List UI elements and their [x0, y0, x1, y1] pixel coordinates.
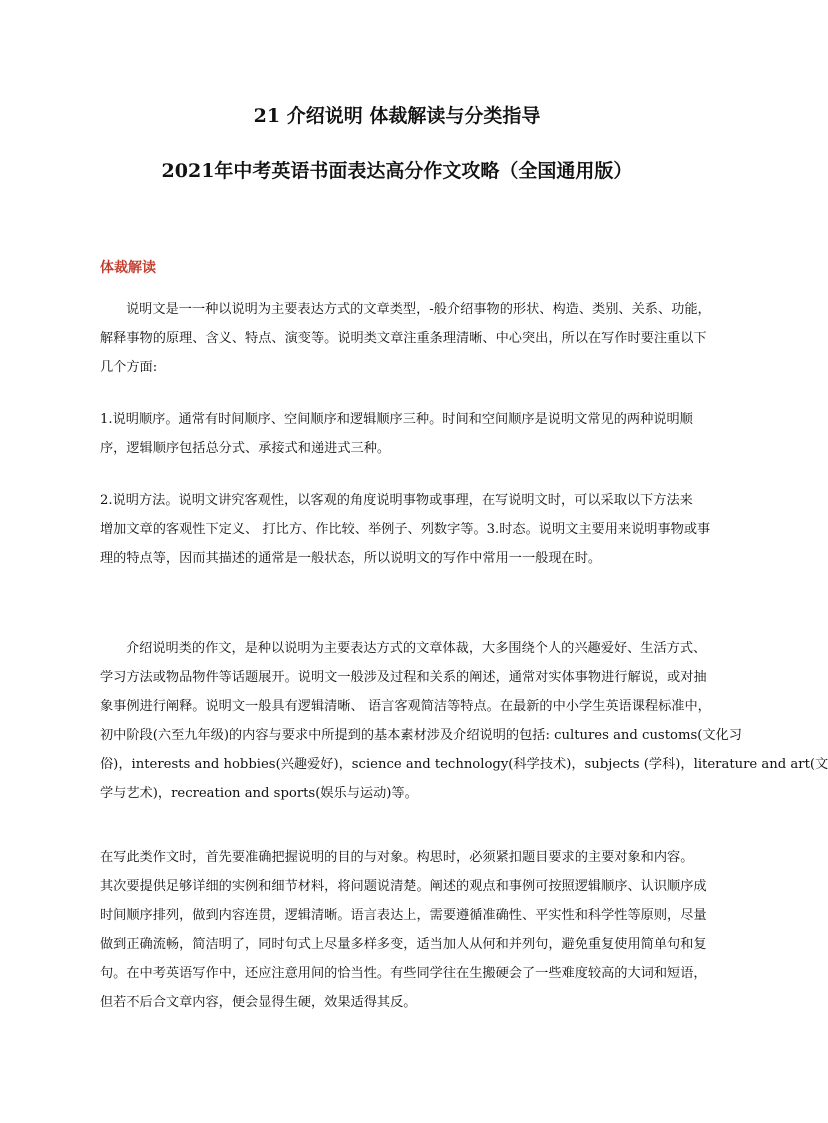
text-line: 俗)，interests and hobbies(兴趣爱好)，science and technology(科学技术)，subjects (学科)，literature and art(文	[100, 757, 828, 772]
document-title: 21 介绍说明 体裁解读与分类指导	[253, 105, 541, 127]
text-line: 做到正确流畅，简洁明了，同时句式上尽量多样多变，适当加人从何和并列句，避免重复使用简单句和复	[100, 937, 707, 952]
text-line: 初中阶段(六至九年级)的内容与要求中所提到的基本素材涉及介绍说明的包括: cultures and customs(文化习	[100, 728, 742, 743]
paragraph-order	[100, 405, 745, 463]
text-line: 增加文章的客观性下定义、 打比方、作比较、举例子、列数字等。3.时态。说明文主要用来说明事物或事	[100, 522, 711, 537]
text-line: 其次要提供足够详细的实例和细节材料，将问题说清楚。阐述的观点和事例可按照逻辑顺序、认识顺序成	[100, 879, 707, 894]
text-line: 在写此类作文时，首先要准确把握说明的目的与对象。构思时，必须紧扣题目要求的主要对象和内容。	[100, 850, 694, 865]
paragraph-methods	[100, 486, 745, 573]
text-line: 象事例进行阐释。说明文一般具有逻辑清晰、 语言客观简洁等特点。在最新的中小学生英语课程标准中，	[100, 699, 711, 714]
text-line: 学与艺术)，recreation and sports(娱乐与运动)等。	[100, 786, 418, 801]
text-line: 几个方面:	[100, 360, 158, 375]
text-line: 1.说明顺序。通常有时间顺序、空间顺序和逻辑顺序三种。时间和空间顺序是说明文常见的两种说明顺	[100, 412, 693, 427]
text-line: 介绍说明类的作文，是种以说明为主要表达方式的文章体裁，大多围绕个人的兴趣爱好、生活方式、	[126, 641, 707, 656]
text-line: 时间顺序排列，做到内容连贯，逻辑清晰。语言表达上，需要遵循准确性、平实性和科学性等原则，尽量	[100, 908, 707, 923]
text-line: 学习方法或物品物件等话题展开。说明文一般涉及过程和关系的阐述，通常对实体事物进行解说，或对抽	[100, 670, 707, 685]
text-line: 解释事物的原理、含义、特点、演变等。说明类文章注重条理清晰、中心突出，所以在写作时要注重以下	[100, 331, 707, 346]
text-line: 2.说明方法。说明文讲究客观性，以客观的角度说明事物或事理，在写说明文时，可以采取以下方法来	[100, 493, 693, 508]
document-subtitle: 2021年中考英语书面表达高分作文攻略（全国通用版）	[161, 160, 633, 182]
text-line: 理的特点等，因而其描述的通常是一般状态，所以说明文的写作中常用一一般现在时。	[100, 551, 602, 566]
text-line: 但若不后合文章内容，便会显得生硬，效果适得其反。	[100, 995, 417, 1010]
paragraph-intro	[100, 295, 745, 382]
text-line: 说明文是一一种以说明为主要表达方式的文章类型，-般介绍事物的形状、构造、类别、关系、功能，	[126, 302, 711, 317]
text-line: 句。在中考英语写作中，还应注意用间的恰当性。有些同学往在生搬硬会了一些难度较高的大词和短语，	[100, 966, 707, 981]
section-heading: 体裁解读	[100, 260, 156, 276]
text-line: 序，逻辑顺序包括总分式、承接式和递进式三种。	[100, 441, 391, 456]
paragraph-topics	[100, 634, 828, 808]
paragraph-writing-tips	[100, 843, 745, 1017]
